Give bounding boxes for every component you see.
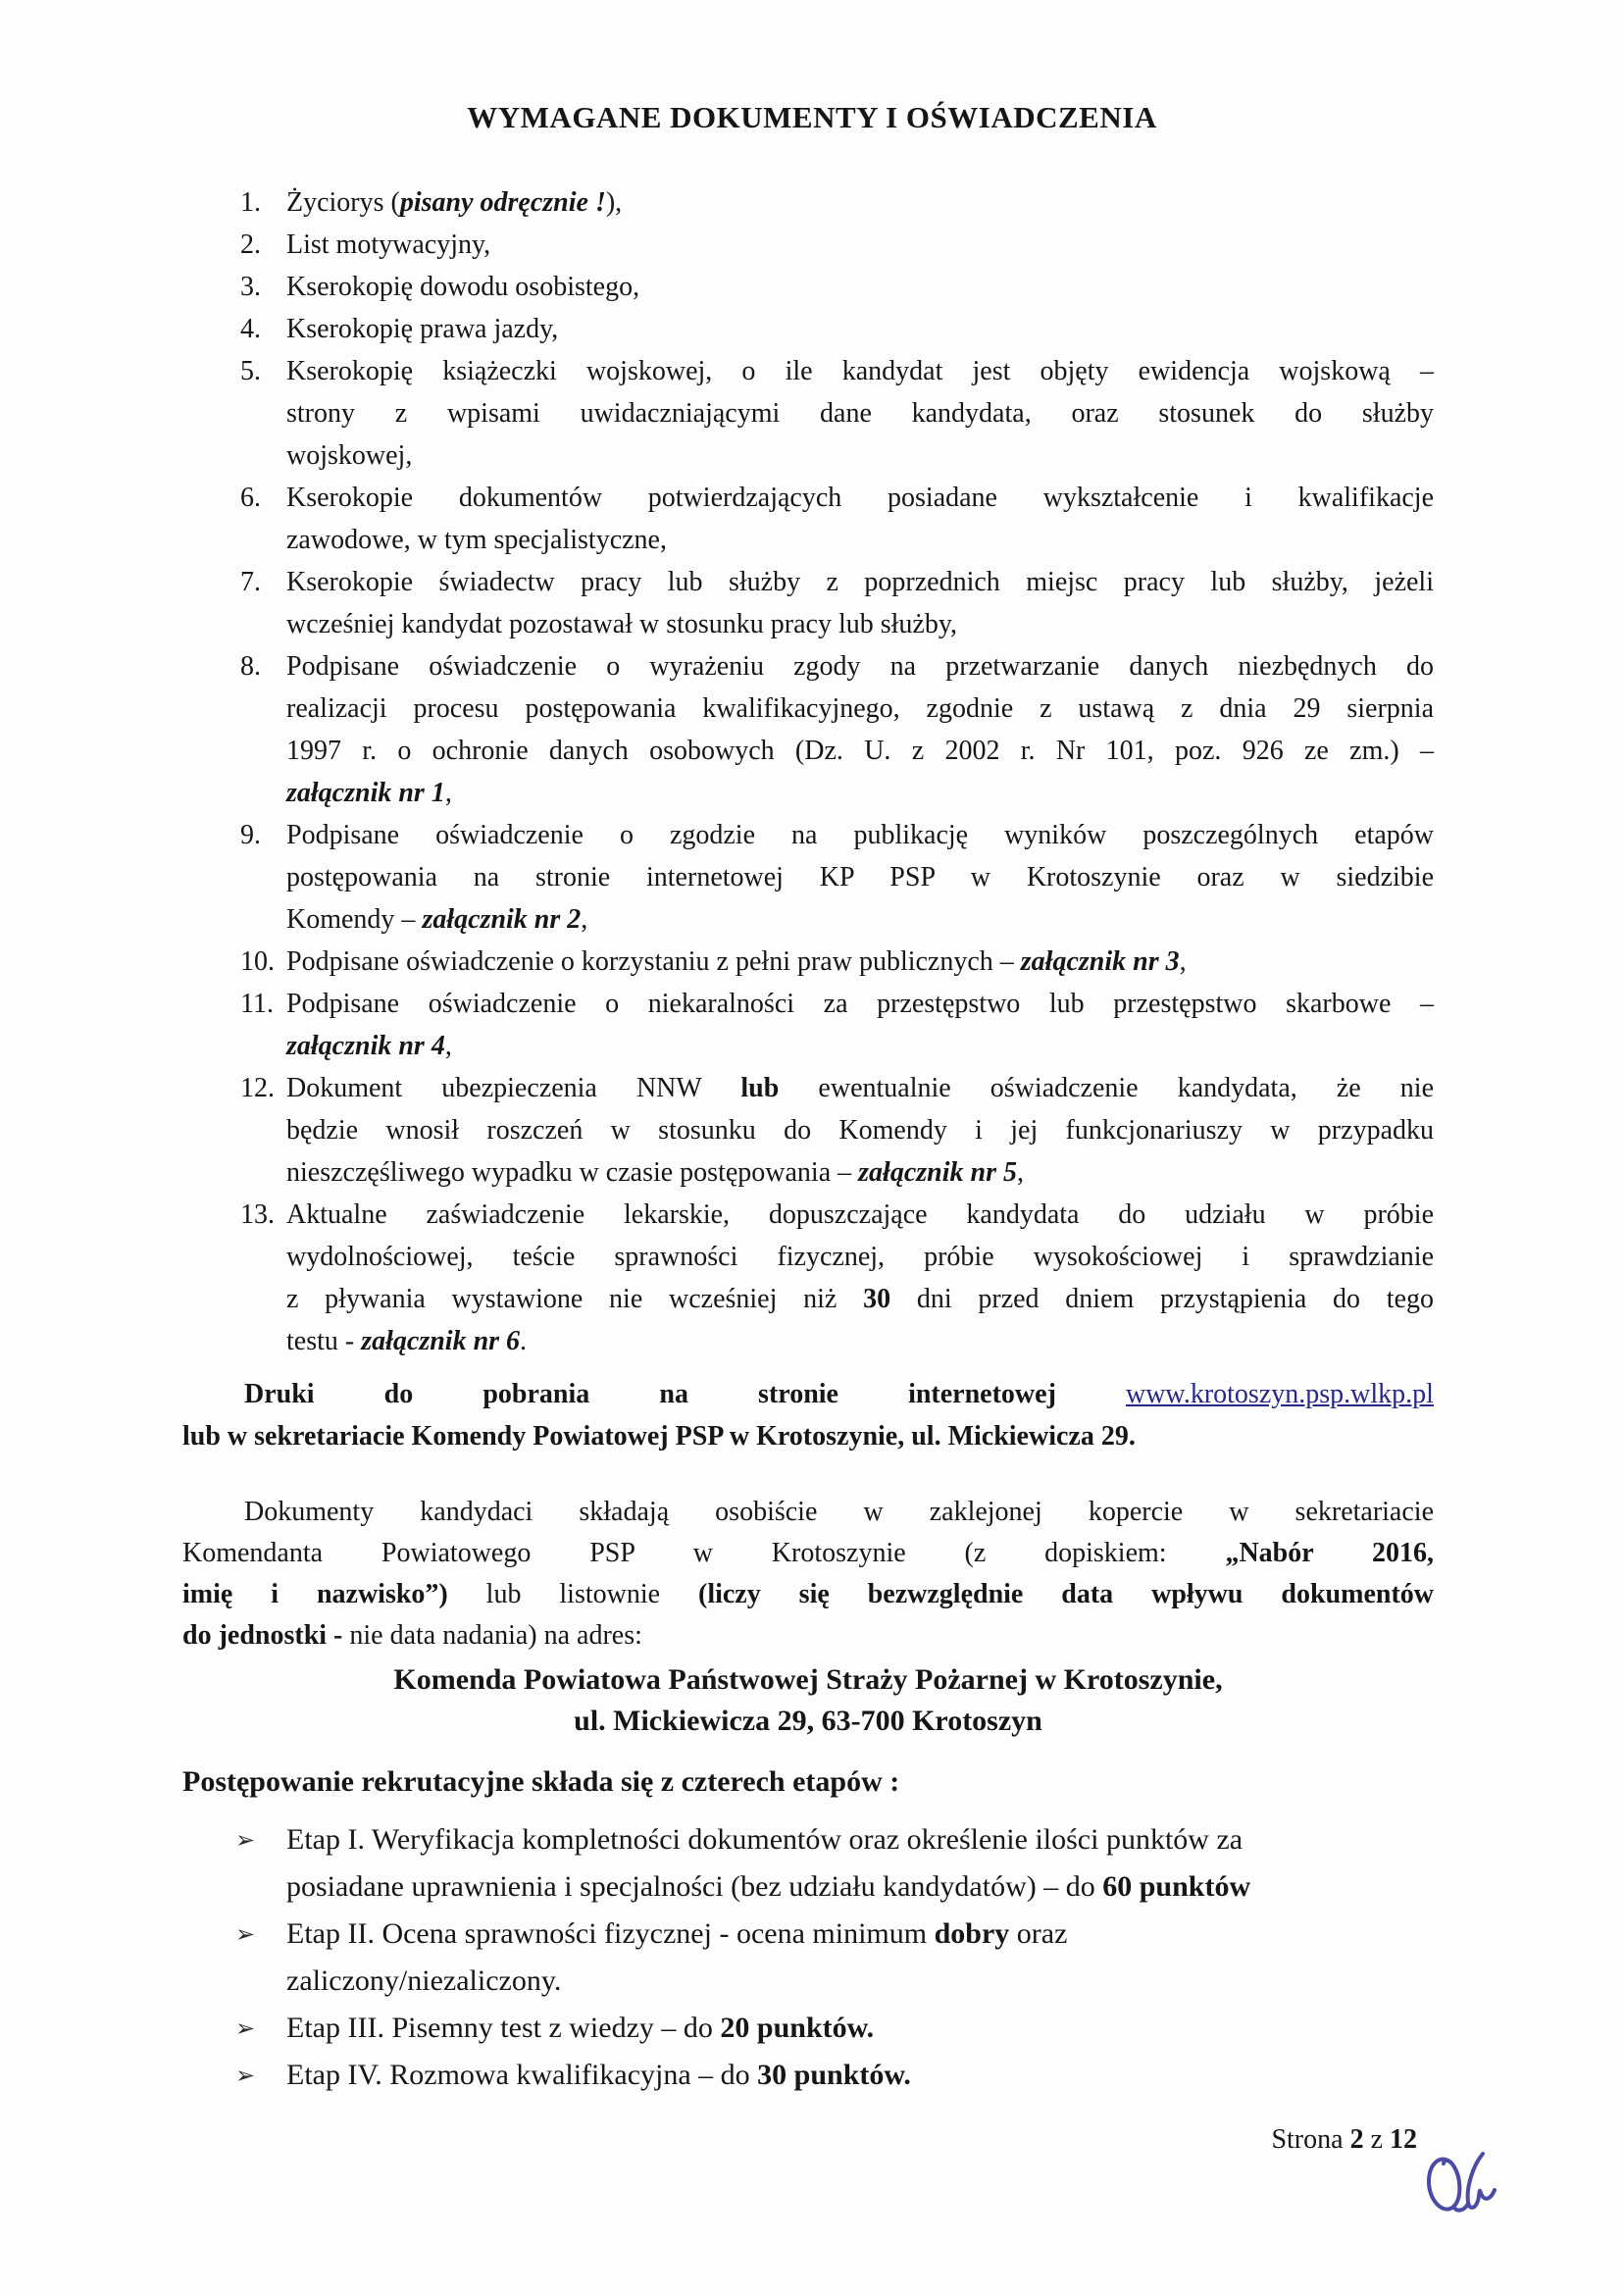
download-forms-line1: Druki do pobrania na stronie internetowej www.krotoszyn.psp.wlkp.pl bbox=[182, 1373, 1434, 1415]
required-documents-list bbox=[240, 181, 1434, 1362]
list-item-number: 2. bbox=[240, 229, 261, 260]
list-item: 8. Podpisane oświadczenie o wyrażeniu zgody na przetwarzanie danych niezbędnych do realizacji procesu postępowania kwalifikacyjnego, zgodnie z ustawą z dnia 29 sierpnia 1997 r. o ochronie danych osobowych (Dz. U. z 2002 r. Nr 101, poz. 926 ze zm.) – załącznik nr 1, bbox=[240, 645, 1434, 814]
submission-paragraph: Dokumenty kandydaci składają osobiście w zaklejonej kopercie w sekretariacie Komendanta Powiatowego PSP w Krotoszynie (z dopiskiem: „Nabór 2016, imię i nazwisko”) lub listownie (liczy się bezwzględnie data wpływu dokumentów do jednostki - nie data nadania) na adres: bbox=[182, 1497, 1435, 1651]
stage-item: ➢ Etap IV. Rozmowa kwalifikacyjna – do 30 punktów. bbox=[235, 2052, 1434, 2099]
list-item-number: 6. bbox=[240, 483, 261, 513]
list-item: 10. Podpisane oświadczenie o korzystaniu z pełni praw publicznych – załącznik nr 3, bbox=[240, 941, 1434, 983]
page-title: WYMAGANE DOKUMENTY I OŚWIADCZENIA bbox=[467, 100, 1157, 134]
recruitment-stages-heading: Postępowanie rekrutacyjne składa się z czterech etapów : bbox=[182, 1765, 900, 1798]
list-item: 3. Kserokopię dowodu osobistego, bbox=[240, 266, 1434, 308]
page-number: Strona 2 z 12 bbox=[1271, 2124, 1417, 2155]
list-item: 6. Kserokopie dokumentów potwierdzających posiadane wykształcenie i kwalifikacje zawodowe, w tym specjalistyczne, bbox=[240, 477, 1434, 561]
list-item-number: 1. bbox=[240, 187, 261, 218]
arrowhead-bullet-icon: ➢ bbox=[235, 1826, 256, 1854]
list-item: 2. List motywacyjny, bbox=[240, 224, 1434, 266]
list-item-number: 10. bbox=[240, 946, 275, 977]
list-item-number: 11. bbox=[240, 989, 274, 1019]
list-item-number: 12. bbox=[240, 1073, 275, 1103]
stage-item: ➢ Etap II. Ocena sprawności fizycznej - ocena minimum dobry oraz zaliczony/niezaliczony. bbox=[235, 1911, 1434, 2005]
stage-item: ➢ Etap III. Pisemny test z wiedzy – do 20 punktów. bbox=[235, 2005, 1434, 2052]
list-item-number: 3. bbox=[240, 272, 261, 302]
list-item-number: 8. bbox=[240, 651, 261, 682]
list-item-number: 4. bbox=[240, 314, 261, 344]
website-link[interactable]: www.krotoszyn.psp.wlkp.pl bbox=[1125, 1379, 1434, 1409]
list-item: 9. Podpisane oświadczenie o zgodzie na publikację wyników poszczególnych etapów postępowania na stronie internetowej KP PSP w Krotoszynie oraz w siedzibie Komendy – załącznik nr 2, bbox=[240, 814, 1434, 941]
list-item-number: 7. bbox=[240, 567, 261, 597]
postal-address bbox=[182, 1659, 1434, 1742]
list-item: 7. Kserokopie świadectw pracy lub służby z poprzednich miejsc pracy lub służby, jeżeli wcześniej kandydat pozostawał w stosunku pracy lub służby, bbox=[240, 561, 1434, 645]
arrowhead-bullet-icon: ➢ bbox=[235, 2062, 256, 2089]
stage-item: ➢ Etap I. Weryfikacja kompletności dokumentów oraz określenie ilości punktów za posiadane uprawnienia i specjalności (bez udziału kandydatów) – do 60 punktów bbox=[235, 1816, 1434, 1911]
download-forms-line2: lub w sekretariacie Komendy Powiatowej PSP w Krotoszynie, ul. Mickiewicza 29. bbox=[182, 1421, 1136, 1452]
address-line1: Komenda Powiatowa Państwowej Straży Pożarnej w Krotoszynie, bbox=[393, 1663, 1223, 1696]
list-item: 5. Kserokopię książeczki wojskowej, o ile kandydat jest objęty ewidencja wojskową – strony z wpisami uwidaczniającymi dane kandydata, oraz stosunek do służby wojskowej, bbox=[240, 350, 1434, 477]
list-item: 11. Podpisane oświadczenie o niekaralności za przestępstwo lub przestępstwo skarbowe – załącznik nr 4, bbox=[240, 983, 1434, 1067]
address-line2: ul. Mickiewicza 29, 63-700 Krotoszyn bbox=[574, 1705, 1042, 1737]
signature-paraph-icon bbox=[1420, 2146, 1504, 2236]
recruitment-stages-list bbox=[235, 1816, 1434, 2099]
document-content bbox=[182, 181, 1434, 2157]
download-forms-paragraph bbox=[182, 1373, 1434, 1457]
list-item-number: 5. bbox=[240, 356, 261, 386]
list-item: 4. Kserokopię prawa jazdy, bbox=[240, 308, 1434, 350]
list-item: 13. Aktualne zaświadczenie lekarskie, dopuszczające kandydata do udziału w próbie wydolnościowej, teście sprawności fizycznej, próbie wysokościowej i sprawdzianie z pływania wystawione nie wcześniej niż 30 dni przed dniem przystąpienia do tego testu - załącznik nr 6. bbox=[240, 1194, 1434, 1362]
list-item-number: 9. bbox=[240, 820, 261, 850]
arrowhead-bullet-icon: ➢ bbox=[235, 1920, 256, 1948]
list-item: 1. Życiorys (pisany odręcznie !), bbox=[240, 181, 1434, 224]
list-item: 12. Dokument ubezpieczenia NNW lub ewentualnie oświadczenie kandydata, że nie będzie wnosił roszczeń w stosunku do Komendy i jej funkcjonariuszy w przypadku nieszczęśliwego wypadku w czasie postępowania – załącznik nr 5, bbox=[240, 1067, 1434, 1194]
arrowhead-bullet-icon: ➢ bbox=[235, 2014, 256, 2042]
list-item-number: 13. bbox=[240, 1199, 275, 1230]
